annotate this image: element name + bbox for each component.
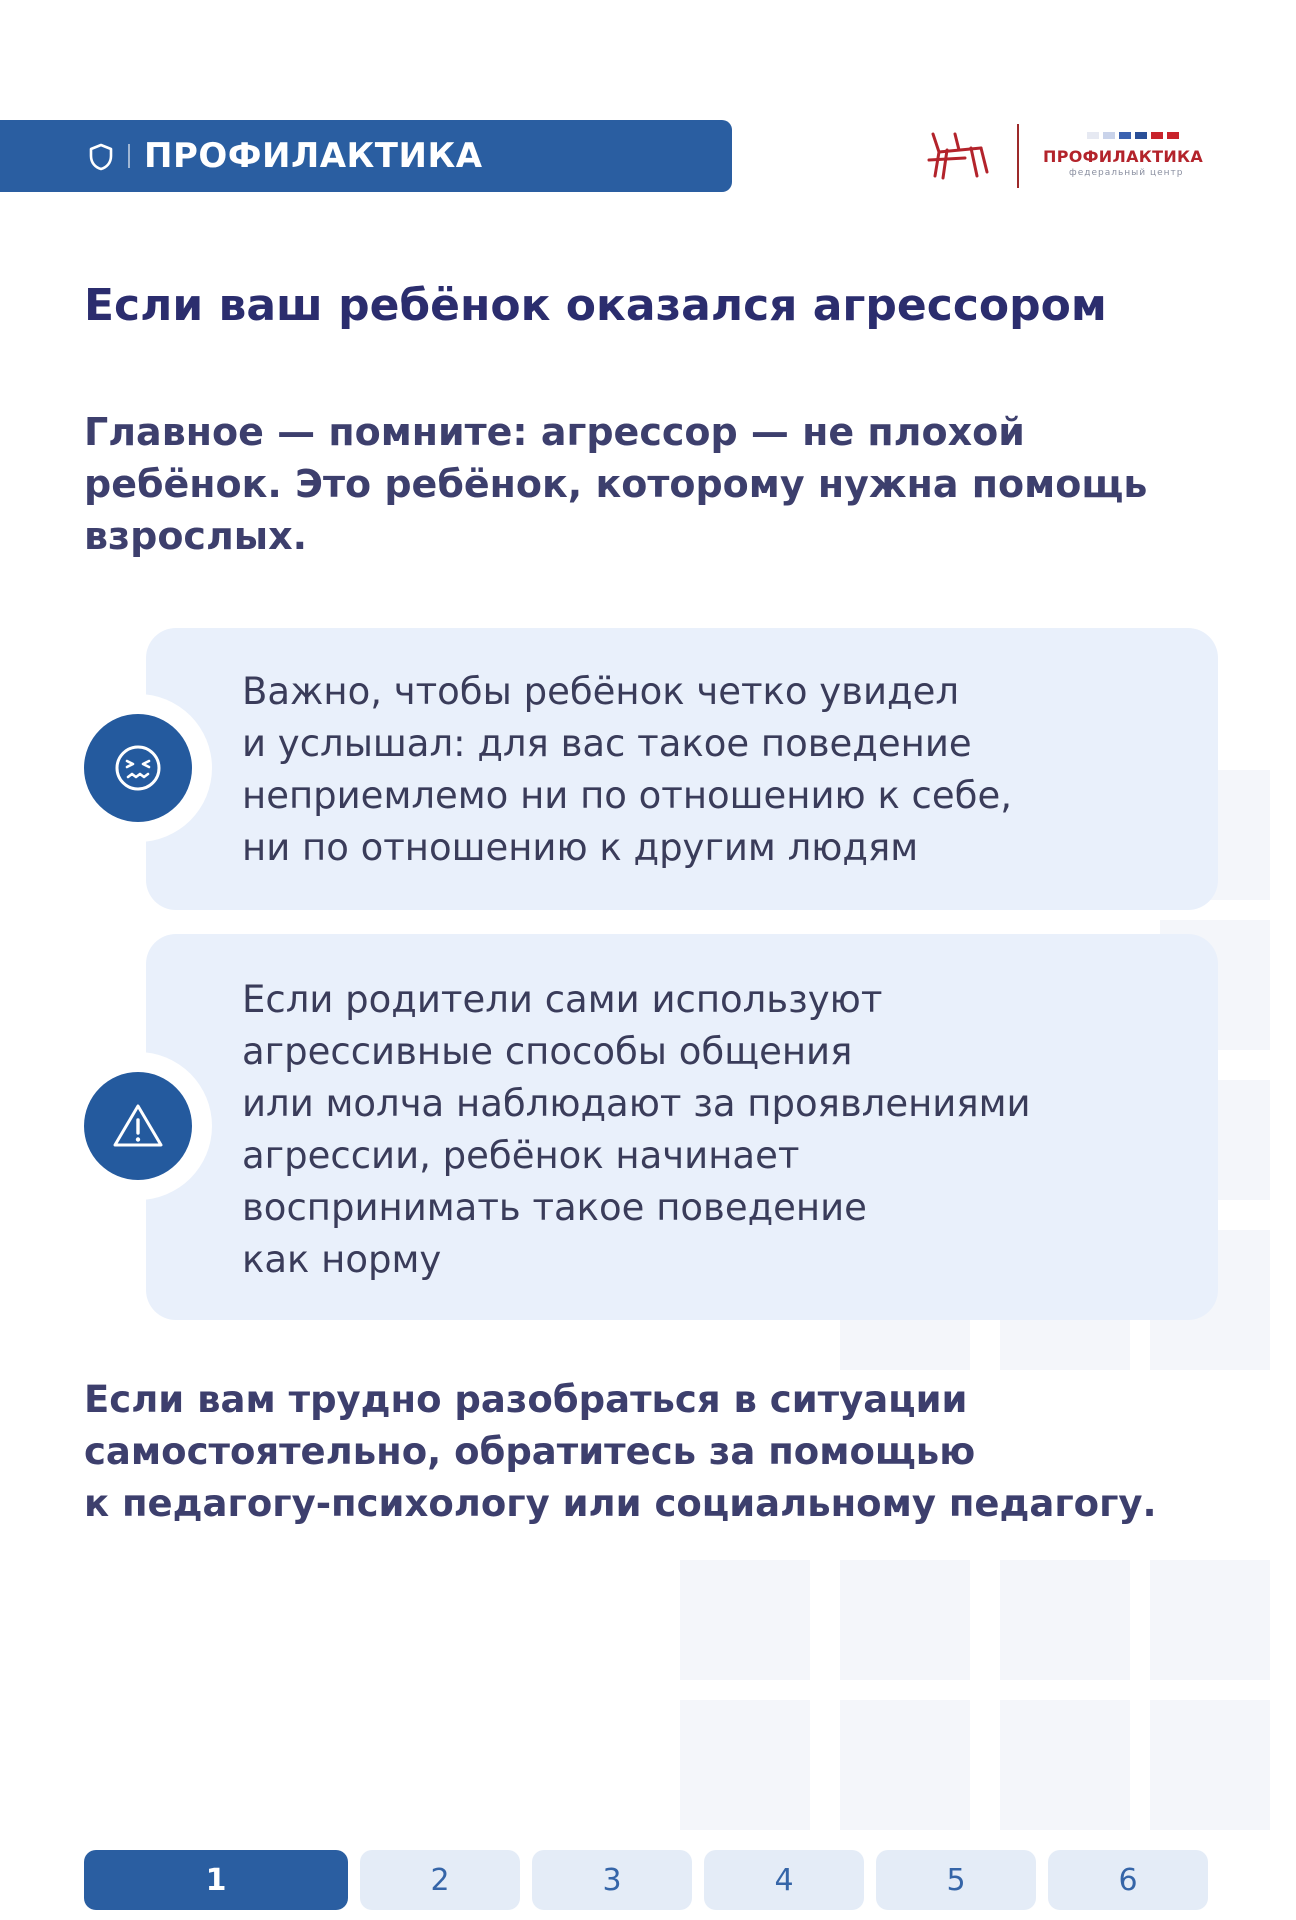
closing-paragraph — [84, 1374, 1234, 1530]
card-text — [242, 666, 1178, 874]
page-tab-6[interactable]: 6 — [1048, 1850, 1208, 1910]
card-line: ни по отношению к другим людям — [242, 826, 919, 869]
shield-icon — [88, 143, 114, 171]
info-card-important — [146, 628, 1218, 910]
page-tab-5[interactable]: 5 — [876, 1850, 1036, 1910]
card-line: неприемлемо ни по отношению к себе, — [242, 774, 1013, 817]
page-tab-2[interactable]: 2 — [360, 1850, 520, 1910]
header-title: ПРОФИЛАКТИКА — [144, 136, 483, 176]
page-tab-1[interactable]: 1 — [84, 1850, 348, 1910]
closing-line: к педагогу-психологу или социальному педагогу. — [84, 1482, 1157, 1525]
logo-name: ПРОФИЛАКТИКА — [1043, 147, 1204, 166]
card-line: агрессии, ребёнок начинает — [242, 1134, 800, 1177]
card-icon-holder — [64, 1052, 212, 1200]
page-tab-3[interactable]: 3 — [532, 1850, 692, 1910]
pagination — [84, 1850, 1224, 1910]
logo-divider — [1017, 124, 1019, 188]
card-line: агрессивные способы общения — [242, 1030, 853, 1073]
card-line: или молча наблюдают за проявлениями — [242, 1082, 1031, 1125]
card-icon-badge — [84, 714, 192, 822]
card-icon-holder — [64, 694, 212, 842]
closing-line: самостоятельно, обратитесь за помощью — [84, 1430, 976, 1473]
closing-line: Если вам трудно разобраться в ситуации — [84, 1378, 968, 1421]
warning-icon — [111, 1101, 165, 1151]
federal-center-logo — [925, 120, 1225, 192]
logo-subtitle: федеральный центр — [1069, 168, 1184, 178]
page-tab-4[interactable]: 4 — [704, 1850, 864, 1910]
card-icon-badge — [84, 1072, 192, 1180]
header-bar — [0, 120, 732, 192]
page-title: Если ваш ребёнок оказался агрессором — [84, 280, 1107, 331]
info-card-warning — [146, 934, 1218, 1320]
header-divider — [128, 144, 130, 168]
card-line: и услышал: для вас такое поведение — [242, 722, 972, 765]
chair-logo-icon — [925, 128, 995, 184]
card-line: Важно, чтобы ребёнок четко увидел — [242, 670, 960, 713]
card-line: как норму — [242, 1238, 442, 1281]
card-line: воспринимать такое поведение — [242, 1186, 867, 1229]
logo-stripes — [1087, 132, 1179, 139]
card-line: Если родители сами используют — [242, 978, 883, 1021]
lead-text: Главное — помните: агрессор — не плохой ребёнок. Это ребёнок, которому нужна помощь взрослых. — [84, 410, 1148, 558]
confounded-face-icon — [113, 743, 163, 793]
card-text — [242, 974, 1178, 1286]
lead-paragraph — [84, 406, 1214, 562]
